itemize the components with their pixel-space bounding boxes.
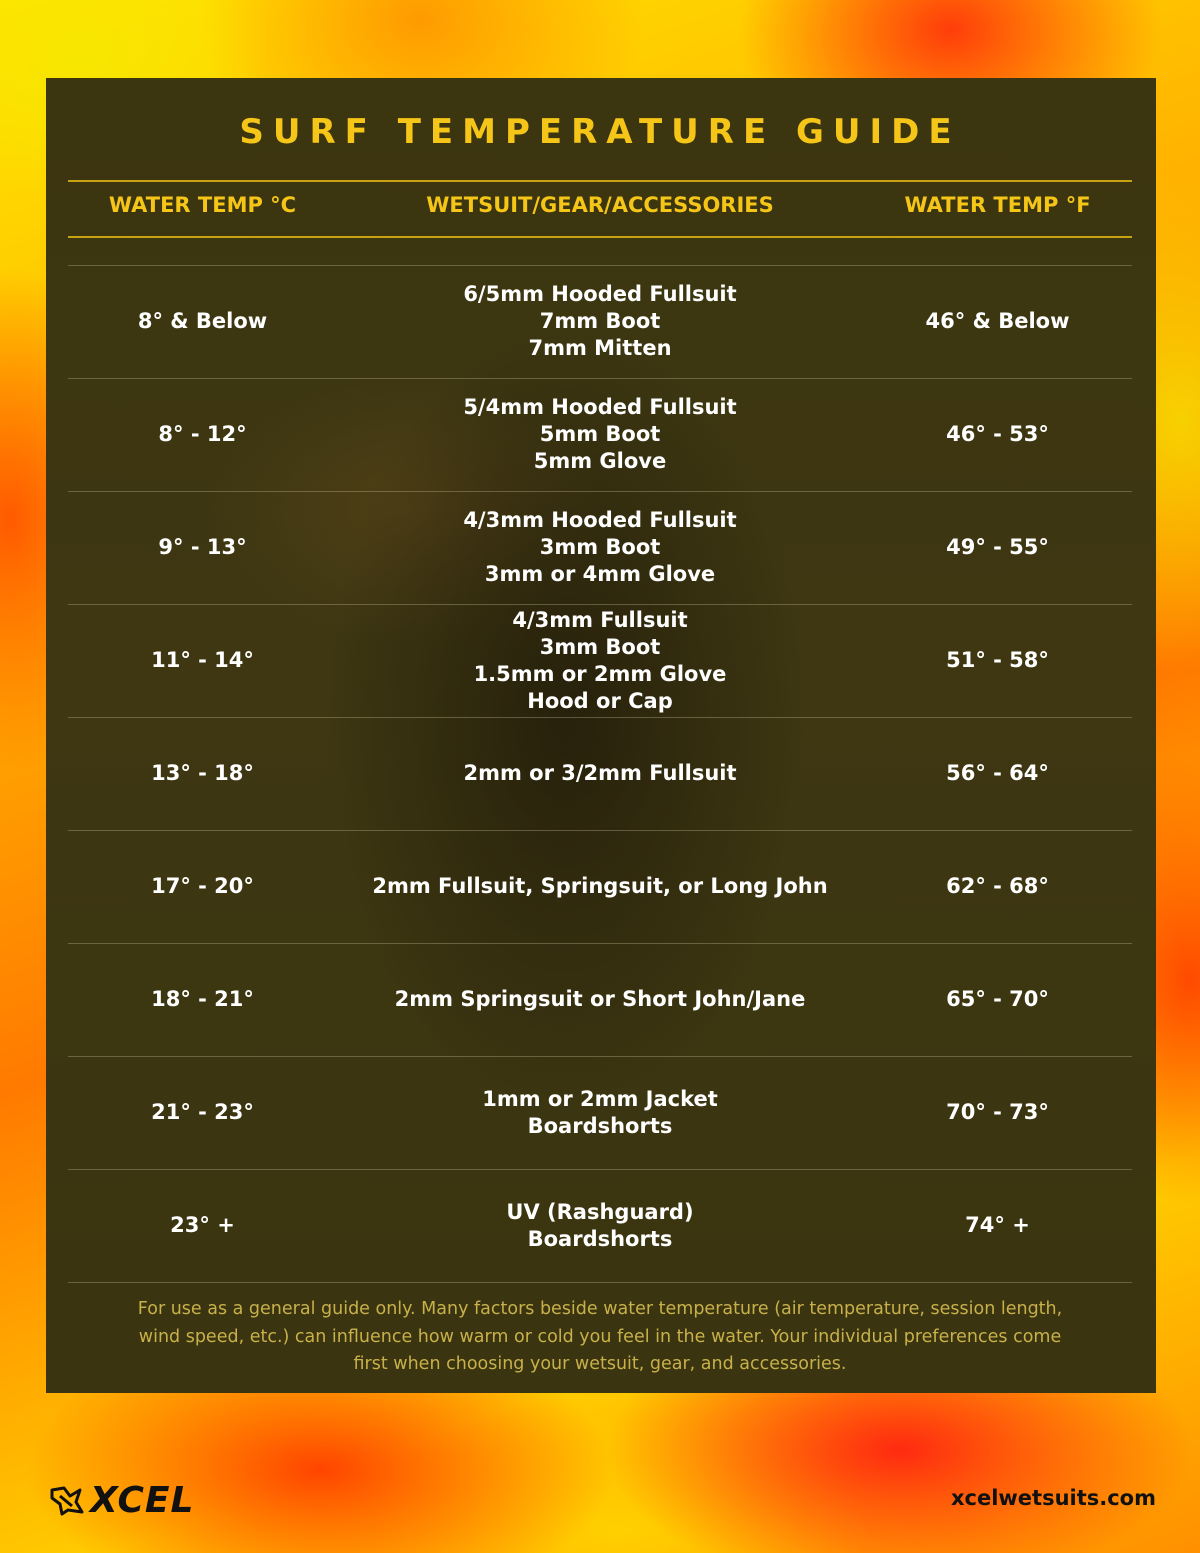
row-celsius: 8° - 12° [158,422,247,446]
row-gear [335,717,865,830]
header-bottom-rule [68,236,1132,238]
row-fahrenheit: 49° - 55° [946,535,1049,559]
website-link[interactable]: xcelwetsuits.com [950,1486,1156,1510]
row-gear [335,491,865,604]
gear-item: 6/5mm Hooded Fullsuit [463,282,737,306]
gear-item: Hood or Cap [527,688,673,713]
row-gear [335,830,865,943]
row-fahrenheit: 74° + [965,1213,1030,1237]
page-title: SURF TEMPERATURE GUIDE [239,112,961,152]
row-gear [335,943,865,1056]
gear-item: Boardshorts [527,1113,673,1138]
header-fahrenheit: WATER TEMP °F [904,193,1091,217]
row-fahrenheit: 65° - 70° [946,987,1049,1011]
row-celsius: 9° - 13° [158,535,247,559]
row-celsius: 11° - 14° [151,648,254,672]
gear-item: 2mm or 3/2mm Fullsuit [463,761,737,785]
row-celsius: 21° - 23° [151,1100,254,1124]
gear-item: 7mm Boot [539,309,661,333]
row-fahrenheit: 70° - 73° [946,1100,1049,1124]
row-celsius: 18° - 21° [151,987,254,1011]
row-fahrenheit: 51° - 58° [946,648,1049,672]
row-gear [335,378,865,491]
header-gear: WETSUIT/GEAR/ACCESSORIES [426,193,774,217]
gear-item: 3mm Boot [539,535,661,559]
brand-logo [50,1480,194,1521]
row-fahrenheit: 46° - 53° [946,422,1049,446]
gear-item: 2mm Springsuit or Short John/Jane [394,987,806,1011]
gear-item: 5/4mm Hooded Fullsuit [463,395,737,419]
row-celsius: 23° + [170,1213,235,1237]
footnote: For use as a general guide only. Many factors beside water temperature (air temperature, session length, wind speed, etc.) can influence how warm or cold you feel in the water. Your individual preferences come first when choosing your wetsuit, gear, and accessories. [137,1299,1063,1374]
header-celsius: WATER TEMP °C [108,193,297,217]
row-celsius: 17° - 20° [151,874,254,898]
gear-item: 5mm Glove [533,449,667,473]
row-fahrenheit: 56° - 64° [946,761,1049,785]
row-celsius: 8° & Below [137,309,268,333]
gear-item: Boardshorts [527,1226,673,1251]
row-fahrenheit: 62° - 68° [946,874,1049,898]
xcel-logo-icon [50,1486,84,1516]
gear-item: 3mm or 4mm Glove [484,562,716,586]
gear-item: 7mm Mitten [528,336,672,360]
gear-item: 2mm Fullsuit, Springsuit, or Long John [372,874,828,898]
header-top-rule [68,180,1132,182]
row-divider [68,1282,1132,1283]
row-gear [335,604,865,717]
gear-item: 1mm or 2mm Jacket [482,1086,718,1111]
gear-item: 4/3mm Fullsuit [512,607,688,632]
gear-item: 4/3mm Hooded Fullsuit [463,508,737,532]
gear-item: 3mm Boot [539,634,661,659]
row-celsius: 13° - 18° [151,761,254,785]
gear-item: 1.5mm or 2mm Glove [473,661,727,686]
row-gear [335,1056,865,1169]
row-gear [335,1169,865,1282]
gear-item: UV (Rashguard) [506,1199,694,1224]
row-gear [335,265,865,378]
brand-name: XCEL [90,1480,195,1521]
row-fahrenheit: 46° & Below [925,309,1070,333]
gear-item: 5mm Boot [539,422,661,446]
